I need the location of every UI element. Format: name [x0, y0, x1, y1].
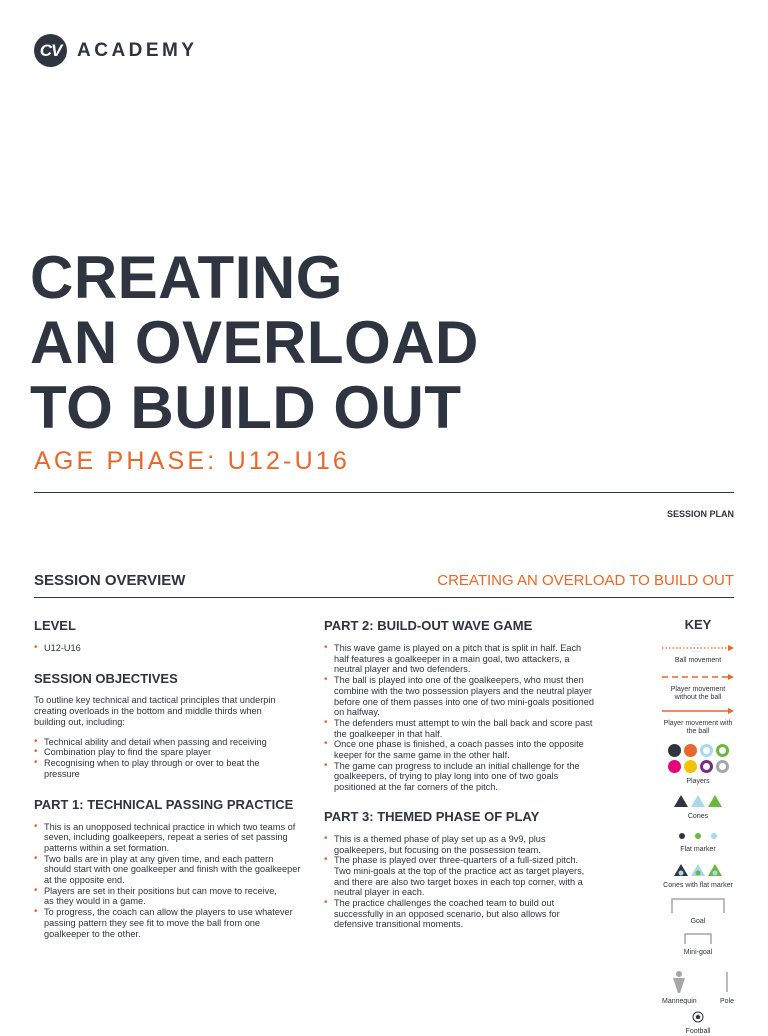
player-with-ball-arrow-icon — [662, 707, 734, 715]
flat-marker-label: Flat marker — [680, 846, 716, 853]
divider — [34, 597, 734, 598]
part1-heading: PART 1: TECHNICAL PASSING PRACTICE — [34, 796, 294, 812]
pole-item — [720, 971, 734, 1006]
list-item: • Once one phase is finished, a coach passes into the opposite keeper for the same game in the other half. — [324, 739, 594, 760]
ball-movement-label: Ball movement — [674, 657, 722, 664]
logo-text: ACADEMY — [77, 39, 198, 61]
goal-label: Goal — [690, 918, 706, 925]
player-orange-icon — [684, 744, 697, 757]
cones-with-flat-marker-label: Cones with flat marker — [663, 882, 733, 889]
player-with-ball-label: Player movement with the ball — [663, 720, 733, 735]
list-item: • This is a themed phase of play set up as a 9v9, plus goalkeepers, but focusing on the possession team. — [324, 834, 594, 855]
cones-with-flat-marker-icon — [673, 863, 723, 877]
list-item: • The ball is played into one of the goalkeepers, who must then combine with the two possession players and the neutral player before one of them passes into one of two mini-goals positioned on halfway. — [324, 675, 594, 718]
player-light-blue-icon — [700, 744, 713, 757]
goal-icon — [671, 897, 725, 913]
list-item: • To progress, the coach can allow the players to use whatever passing pattern they see fit to move the ball from one goalkeeper to the other. — [34, 907, 302, 939]
list-item: • The defenders must attempt to win the ball back and score past the goalkeeper in that half. — [324, 718, 594, 739]
football-icon — [692, 1011, 704, 1023]
player-yellow-icon — [684, 760, 697, 773]
title-line-2: AN OVERLOAD — [30, 309, 479, 376]
level-list — [34, 643, 302, 654]
players-label: Players — [686, 778, 710, 785]
list-item: • This wave game is played on a pitch that is split in half. Each half features a goalkeeper in a main goal, two attackers, a neutral player and two defenders. — [324, 643, 594, 675]
players-row-1 — [660, 744, 736, 757]
divider — [34, 492, 734, 493]
list-item: • The phase is played over three-quarters of a full-sized pitch. Two mini-goals at the top of the practice act as target players, and there are also two target boxes in each top corner, with a neutral player in each. — [324, 855, 594, 898]
logo-badge: CV — [34, 34, 67, 67]
list-item: • U12-U16 — [34, 643, 302, 654]
player-dark-icon — [668, 744, 681, 757]
left-column — [34, 618, 302, 939]
list-item: • The practice challenges the coached team to build out successfully in an opposed scenario, but also allows for defensive transitional moments. — [324, 898, 594, 930]
mannequin-pole-row — [660, 971, 736, 1006]
pole-icon — [720, 971, 734, 993]
player-grey-icon — [716, 760, 729, 773]
mannequin-icon — [671, 971, 687, 993]
level-heading: LEVEL — [34, 618, 76, 633]
page-title — [30, 245, 479, 440]
list-item: • The game can progress to include an initial challenge for the goalkeepers, of trying to play long into one of two goals positioned at the far corners of the pitch. — [324, 761, 594, 793]
player-without-ball-arrow-icon — [662, 673, 734, 681]
objectives-intro: To outline key technical and tactical principles that underpin creating overloads in the bottom and middle thirds when building out, including: — [34, 694, 276, 727]
title-line-3: TO BUILD OUT — [30, 374, 462, 441]
ball-movement-arrow-icon — [662, 644, 734, 652]
session-plan-label: SESSION PLAN — [666, 509, 734, 519]
middle-column — [324, 618, 594, 930]
list-item: • Combination play to find the spare player — [34, 747, 302, 758]
mannequin-label: Mannequin — [662, 998, 697, 1005]
mini-goal-icon — [684, 932, 712, 944]
part3-heading: PART 3: THEMED PHASE OF PLAY — [324, 808, 540, 824]
age-phase: AGE PHASE: U12-U16 — [34, 447, 351, 475]
overview-heading: SESSION OVERVIEW — [34, 572, 186, 589]
mini-goal-label: Mini-goal — [683, 949, 713, 956]
player-green-icon — [716, 744, 729, 757]
objectives-list — [34, 737, 302, 780]
list-item: • Two balls are in play at any given time, and each pattern should start with one goalkeeper and finish with the goalkeeper at the opposite end. — [34, 854, 302, 886]
part1-list — [34, 822, 302, 940]
cones-icon — [673, 794, 723, 808]
part2-list — [324, 643, 594, 793]
football-label: Football — [685, 1028, 711, 1035]
key-legend — [660, 617, 736, 1036]
mannequin-item — [662, 971, 697, 1006]
cones-label: Cones — [687, 813, 709, 820]
pole-label: Pole — [719, 998, 734, 1005]
player-purple-icon — [700, 760, 713, 773]
list-item: • Technical ability and detail when passing and receiving — [34, 737, 302, 748]
brand-logo — [34, 34, 198, 67]
objectives-heading: SESSION OBJECTIVES — [34, 670, 178, 686]
flat-marker-icon — [673, 831, 723, 841]
player-pink-icon — [668, 760, 681, 773]
list-item: • This is an unopposed technical practice in which two teams of seven, including goalkeepers, repeat a series of set passing patterns within a set formation. — [34, 822, 302, 854]
players-row-2 — [660, 760, 736, 773]
list-item: • Recognising when to play through or over to beat the pressure — [34, 758, 284, 779]
key-title: KEY — [684, 617, 712, 632]
part2-heading: PART 2: BUILD-OUT WAVE GAME — [324, 618, 533, 633]
player-without-ball-label: Player movement without the ball — [670, 686, 726, 701]
list-item: • Players are set in their positions but can move to receive, as they would in a game. — [34, 886, 284, 907]
title-line-1: CREATING — [30, 244, 343, 311]
overview-title: CREATING AN OVERLOAD TO BUILD OUT — [437, 572, 734, 589]
part3-list — [324, 834, 594, 930]
